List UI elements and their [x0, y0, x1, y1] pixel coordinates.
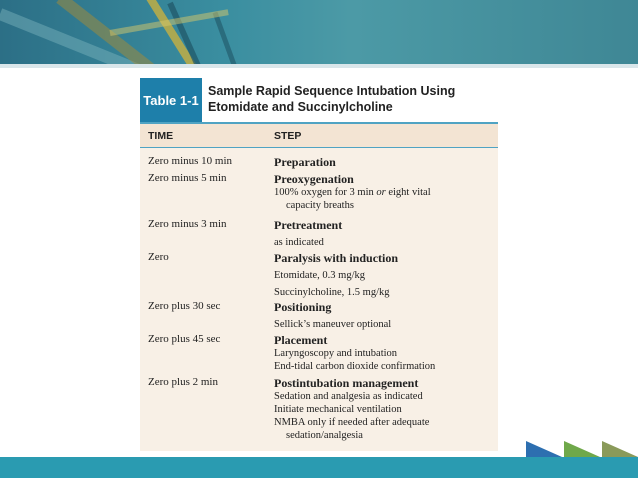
table-title: [208, 83, 494, 115]
slide-footer-band: [0, 457, 638, 478]
row-step: [274, 172, 496, 212]
step-detail: sedation/analgesia: [286, 430, 363, 441]
step-title: Preparation: [274, 155, 336, 169]
step-detail: Laryngoscopy and intubation: [274, 348, 398, 359]
row-time: Zero minus 5 min: [148, 172, 227, 184]
step-detail: Sedation and analgesia as indicated: [274, 391, 423, 402]
step-title: Postintubation management: [274, 376, 419, 390]
row-time: Zero minus 10 min: [148, 155, 233, 167]
step-detail: as indicated: [274, 237, 324, 248]
detail-text: eight vital: [388, 187, 431, 198]
header-stripe: [0, 8, 141, 64]
step-detail: NMBA only if needed after adequate: [274, 417, 430, 428]
column-header-step: STEP: [274, 130, 302, 142]
step-title: Paralysis with induction: [274, 251, 399, 265]
step-detail: Etomidate, 0.3 mg/kg: [274, 270, 365, 281]
detail-text: 100% oxygen for 3 min: [274, 187, 374, 198]
footer-triangle-green: [564, 441, 600, 457]
column-header-rule: [140, 147, 498, 148]
row-time: Zero: [148, 251, 169, 263]
column-header-row: [140, 124, 498, 147]
table-number-badge: Table 1-1: [140, 78, 202, 122]
table-title-bar: [140, 78, 498, 122]
row-time: Zero plus 2 min: [148, 376, 218, 388]
row-step: [274, 300, 496, 331]
footer-triangle-olive: [602, 441, 638, 457]
header-stripe: [213, 12, 242, 64]
row-step: [274, 251, 496, 299]
slide-header-band: [0, 0, 638, 64]
row-step: [274, 376, 496, 442]
step-detail: End-tidal carbon dioxide confirmation: [274, 361, 436, 372]
step-title: Preoxygenation: [274, 172, 354, 186]
step-title: Pretreatment: [274, 218, 343, 232]
table-title-line-2: Etomidate and Succinylcholine: [208, 100, 393, 114]
column-header-time: TIME: [148, 130, 174, 142]
row-step: [274, 155, 496, 169]
row-time: Zero minus 3 min: [148, 218, 227, 230]
table-title-line-1: Sample Rapid Sequence Intubation Using: [208, 84, 456, 98]
row-time: Zero plus 30 sec: [148, 300, 221, 312]
footer-triangle-blue: [526, 441, 562, 457]
step-detail: capacity breaths: [286, 200, 354, 211]
row-step: [274, 333, 496, 373]
step-detail: Succinylcholine, 1.5 mg/kg: [274, 287, 390, 298]
detail-text-italic: or: [376, 187, 386, 198]
header-rule: [0, 64, 638, 68]
row-step: [274, 218, 496, 249]
step-title: Placement: [274, 333, 328, 347]
step-detail: Initiate mechanical ventilation: [274, 404, 402, 415]
rsi-table: [140, 78, 498, 451]
step-title: Positioning: [274, 300, 332, 314]
step-detail: Sellick’s maneuver optional: [274, 319, 392, 330]
row-time: Zero plus 45 sec: [148, 333, 221, 345]
step-detail: [274, 186, 496, 199]
